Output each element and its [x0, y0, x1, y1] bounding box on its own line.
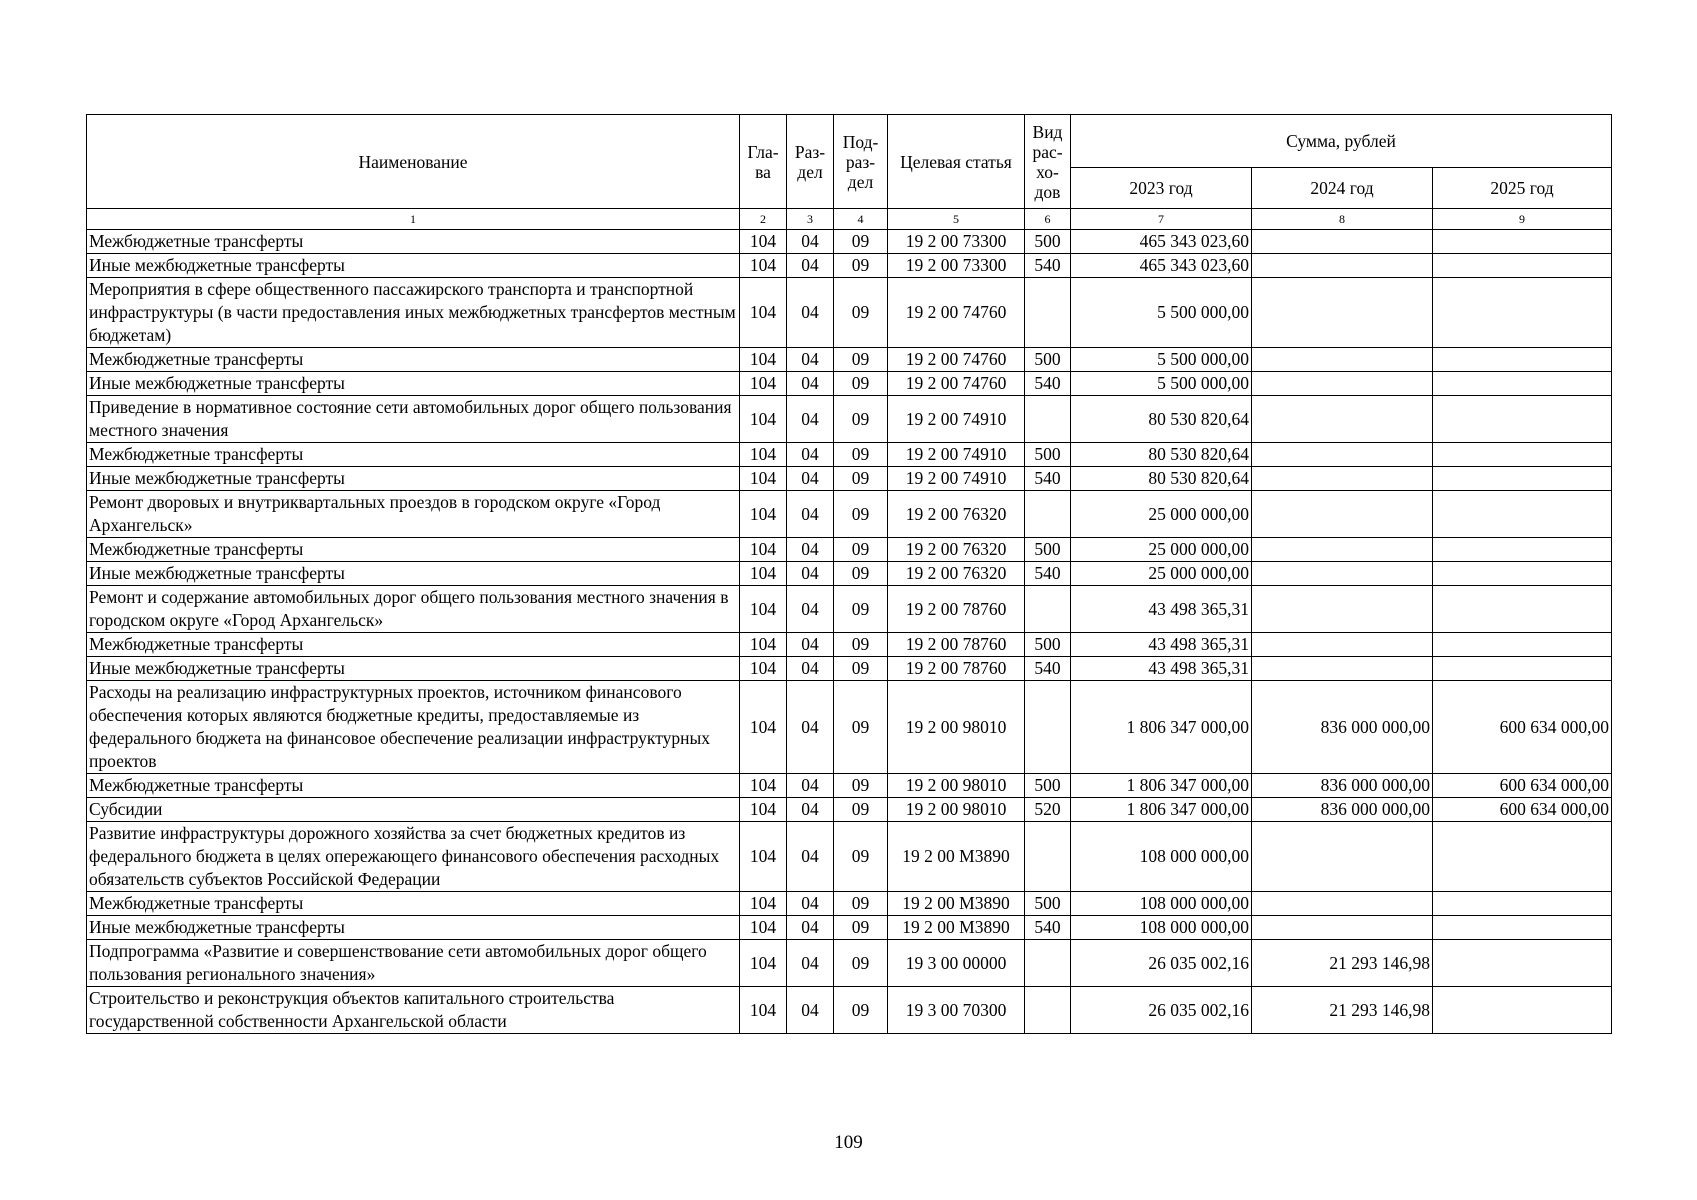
amount-2025-cell — [1433, 657, 1612, 681]
razdel-cell: 04 — [787, 798, 834, 822]
amount-2025-cell — [1433, 586, 1612, 633]
vid-rashodov-cell: 500 — [1025, 230, 1071, 254]
row-name-cell: Иные межбюджетные трансферты — [87, 916, 740, 940]
razdel-cell: 04 — [787, 987, 834, 1034]
celevaya-statya-cell: 19 2 00 98010 — [888, 798, 1025, 822]
table-row — [87, 467, 1612, 491]
amount-2023-cell: 5 500 000,00 — [1071, 278, 1252, 348]
table-row — [87, 633, 1612, 657]
amount-2025-cell — [1433, 467, 1612, 491]
amount-2023-cell: 43 498 365,31 — [1071, 586, 1252, 633]
amount-2024-cell — [1252, 633, 1433, 657]
amount-2023-cell: 1 806 347 000,00 — [1071, 774, 1252, 798]
table-row — [87, 916, 1612, 940]
podrazdel-cell: 09 — [834, 774, 888, 798]
razdel-cell: 04 — [787, 586, 834, 633]
vid-rashodov-cell — [1025, 987, 1071, 1034]
vid-rashodov-cell: 500 — [1025, 633, 1071, 657]
glava-cell: 104 — [740, 230, 787, 254]
amount-2023-cell: 5 500 000,00 — [1071, 348, 1252, 372]
column-numbers-row — [87, 209, 1612, 230]
row-name-cell: Иные межбюджетные трансферты — [87, 372, 740, 396]
column-number: 5 — [888, 209, 1025, 230]
amount-2024-cell: 21 293 146,98 — [1252, 987, 1433, 1034]
podrazdel-cell: 09 — [834, 254, 888, 278]
amount-2025-cell — [1433, 538, 1612, 562]
row-name-cell: Ремонт дворовых и внутриквартальных проездов в городском округе «Город Архангельск» — [87, 491, 740, 538]
razdel-cell: 04 — [787, 254, 834, 278]
header-celevaya-statya: Целевая статья — [888, 115, 1025, 209]
table-row — [87, 278, 1612, 348]
vid-rashodov-cell: 540 — [1025, 562, 1071, 586]
celevaya-statya-cell: 19 2 00 78760 — [888, 657, 1025, 681]
vid-rashodov-cell — [1025, 491, 1071, 538]
glava-cell: 104 — [740, 657, 787, 681]
glava-cell: 104 — [740, 372, 787, 396]
glava-cell: 104 — [740, 278, 787, 348]
glava-cell: 104 — [740, 443, 787, 467]
amount-2024-cell — [1252, 562, 1433, 586]
vid-rashodov-cell: 520 — [1025, 798, 1071, 822]
podrazdel-cell: 09 — [834, 443, 888, 467]
amount-2025-cell — [1433, 348, 1612, 372]
amount-2024-cell — [1252, 538, 1433, 562]
podrazdel-cell: 09 — [834, 798, 888, 822]
page-number: 109 — [834, 1132, 863, 1153]
table-row — [87, 491, 1612, 538]
amount-2025-cell — [1433, 562, 1612, 586]
amount-2025-cell — [1433, 278, 1612, 348]
column-number: 4 — [834, 209, 888, 230]
table-body — [87, 230, 1612, 1034]
vid-rashodov-cell: 540 — [1025, 254, 1071, 278]
amount-2024-cell: 836 000 000,00 — [1252, 774, 1433, 798]
celevaya-statya-cell: 19 2 00 74910 — [888, 467, 1025, 491]
razdel-cell: 04 — [787, 230, 834, 254]
row-name-cell: Иные межбюджетные трансферты — [87, 657, 740, 681]
row-name-cell: Расходы на реализацию инфраструктурных проектов, источником финансового обеспечения которых являются бюджетные кредиты, предоставляемые из федерального бюджета на финансовое обеспечение реализации инфраструктурных проектов — [87, 681, 740, 774]
podrazdel-cell: 09 — [834, 396, 888, 443]
vid-rashodov-cell: 500 — [1025, 443, 1071, 467]
column-number: 6 — [1025, 209, 1071, 230]
celevaya-statya-cell: 19 2 00 74760 — [888, 348, 1025, 372]
razdel-cell: 04 — [787, 633, 834, 657]
header-year-2023: 2023 год — [1071, 168, 1252, 209]
amount-2024-cell: 836 000 000,00 — [1252, 798, 1433, 822]
amount-2023-cell: 80 530 820,64 — [1071, 467, 1252, 491]
table-row — [87, 987, 1612, 1034]
celevaya-statya-cell: 19 2 00 74760 — [888, 278, 1025, 348]
celevaya-statya-cell: 19 2 00 74910 — [888, 443, 1025, 467]
razdel-cell: 04 — [787, 491, 834, 538]
podrazdel-cell: 09 — [834, 681, 888, 774]
row-name-cell: Межбюджетные трансферты — [87, 348, 740, 372]
row-name-cell: Развитие инфраструктуры дорожного хозяйства за счет бюджетных кредитов из федерального бюджета в целях опережающего финансового обеспечения расходных обязательств субъектов Российской Федерации — [87, 822, 740, 892]
table-row — [87, 940, 1612, 987]
vid-rashodov-cell — [1025, 681, 1071, 774]
amount-2023-cell: 80 530 820,64 — [1071, 396, 1252, 443]
celevaya-statya-cell: 19 2 00 74910 — [888, 396, 1025, 443]
amount-2024-cell: 836 000 000,00 — [1252, 681, 1433, 774]
razdel-cell: 04 — [787, 774, 834, 798]
razdel-cell: 04 — [787, 278, 834, 348]
razdel-cell: 04 — [787, 681, 834, 774]
razdel-cell: 04 — [787, 372, 834, 396]
podrazdel-cell: 09 — [834, 586, 888, 633]
amount-2023-cell: 465 343 023,60 — [1071, 254, 1252, 278]
amount-2024-cell: 21 293 146,98 — [1252, 940, 1433, 987]
vid-rashodov-cell — [1025, 586, 1071, 633]
celevaya-statya-cell: 19 2 00 M3890 — [888, 916, 1025, 940]
row-name-cell: Межбюджетные трансферты — [87, 443, 740, 467]
table-row — [87, 657, 1612, 681]
amount-2023-cell: 5 500 000,00 — [1071, 372, 1252, 396]
razdel-cell: 04 — [787, 348, 834, 372]
celevaya-statya-cell: 19 2 00 76320 — [888, 538, 1025, 562]
amount-2025-cell — [1433, 443, 1612, 467]
column-number: 1 — [87, 209, 740, 230]
row-name-cell: Межбюджетные трансферты — [87, 230, 740, 254]
glava-cell: 104 — [740, 538, 787, 562]
amount-2024-cell — [1252, 396, 1433, 443]
table-row — [87, 681, 1612, 774]
celevaya-statya-cell: 19 3 00 70300 — [888, 987, 1025, 1034]
row-name-cell: Иные межбюджетные трансферты — [87, 562, 740, 586]
podrazdel-cell: 09 — [834, 467, 888, 491]
amount-2024-cell — [1252, 822, 1433, 892]
header-razdel: Раз-дел — [787, 115, 834, 209]
amount-2023-cell: 1 806 347 000,00 — [1071, 681, 1252, 774]
table-row — [87, 822, 1612, 892]
row-name-cell: Субсидии — [87, 798, 740, 822]
celevaya-statya-cell: 19 3 00 00000 — [888, 940, 1025, 987]
amount-2025-cell — [1433, 396, 1612, 443]
vid-rashodov-cell — [1025, 396, 1071, 443]
glava-cell: 104 — [740, 822, 787, 892]
celevaya-statya-cell: 19 2 00 98010 — [888, 681, 1025, 774]
podrazdel-cell: 09 — [834, 348, 888, 372]
celevaya-statya-cell: 19 2 00 76320 — [888, 562, 1025, 586]
vid-rashodov-cell: 500 — [1025, 538, 1071, 562]
amount-2024-cell — [1252, 372, 1433, 396]
glava-cell: 104 — [740, 892, 787, 916]
glava-cell: 104 — [740, 348, 787, 372]
row-name-cell: Строительство и реконструкция объектов капитального строительства государственной собственности Архангельской области — [87, 987, 740, 1034]
vid-rashodov-cell: 500 — [1025, 348, 1071, 372]
podrazdel-cell: 09 — [834, 491, 888, 538]
amount-2023-cell: 26 035 002,16 — [1071, 987, 1252, 1034]
amount-2025-cell — [1433, 892, 1612, 916]
amount-2024-cell — [1252, 467, 1433, 491]
podrazdel-cell: 09 — [834, 916, 888, 940]
podrazdel-cell: 09 — [834, 538, 888, 562]
celevaya-statya-cell: 19 2 00 M3890 — [888, 822, 1025, 892]
podrazdel-cell: 09 — [834, 278, 888, 348]
amount-2023-cell: 26 035 002,16 — [1071, 940, 1252, 987]
header-name: Наименование — [87, 115, 740, 209]
podrazdel-cell: 09 — [834, 822, 888, 892]
header-summa: Сумма, рублей — [1071, 115, 1612, 168]
celevaya-statya-cell: 19 2 00 73300 — [888, 230, 1025, 254]
table-row — [87, 774, 1612, 798]
glava-cell: 104 — [740, 681, 787, 774]
column-number: 8 — [1252, 209, 1433, 230]
row-name-cell: Межбюджетные трансферты — [87, 774, 740, 798]
table-row — [87, 538, 1612, 562]
amount-2023-cell: 108 000 000,00 — [1071, 916, 1252, 940]
amount-2024-cell — [1252, 916, 1433, 940]
header-glava: Гла-ва — [740, 115, 787, 209]
amount-2025-cell: 600 634 000,00 — [1433, 681, 1612, 774]
amount-2025-cell — [1433, 987, 1612, 1034]
row-name-cell: Иные межбюджетные трансферты — [87, 467, 740, 491]
amount-2025-cell — [1433, 822, 1612, 892]
amount-2023-cell: 25 000 000,00 — [1071, 562, 1252, 586]
header-vid-rashodov: Вид рас-хо-дов — [1025, 115, 1071, 209]
table-row — [87, 562, 1612, 586]
razdel-cell: 04 — [787, 562, 834, 586]
table-row — [87, 798, 1612, 822]
vid-rashodov-cell: 540 — [1025, 372, 1071, 396]
amount-2025-cell — [1433, 230, 1612, 254]
amount-2023-cell: 25 000 000,00 — [1071, 491, 1252, 538]
amount-2024-cell — [1252, 892, 1433, 916]
amount-2025-cell — [1433, 254, 1612, 278]
row-name-cell: Мероприятия в сфере общественного пассажирского транспорта и транспортной инфраструктуры (в части предоставления иных межбюджетных трансфертов местным бюджетам) — [87, 278, 740, 348]
glava-cell: 104 — [740, 586, 787, 633]
razdel-cell: 04 — [787, 822, 834, 892]
amount-2024-cell — [1252, 491, 1433, 538]
podrazdel-cell: 09 — [834, 940, 888, 987]
celevaya-statya-cell: 19 2 00 98010 — [888, 774, 1025, 798]
table-row — [87, 372, 1612, 396]
table-row — [87, 396, 1612, 443]
razdel-cell: 04 — [787, 538, 834, 562]
razdel-cell: 04 — [787, 467, 834, 491]
glava-cell: 104 — [740, 916, 787, 940]
amount-2023-cell: 1 806 347 000,00 — [1071, 798, 1252, 822]
glava-cell: 104 — [740, 491, 787, 538]
glava-cell: 104 — [740, 987, 787, 1034]
budget-table — [86, 114, 1612, 1034]
amount-2025-cell — [1433, 633, 1612, 657]
table-row — [87, 348, 1612, 372]
row-name-cell: Межбюджетные трансферты — [87, 538, 740, 562]
glava-cell: 104 — [740, 774, 787, 798]
razdel-cell: 04 — [787, 657, 834, 681]
glava-cell: 104 — [740, 798, 787, 822]
razdel-cell: 04 — [787, 892, 834, 916]
header-year-2025: 2025 год — [1433, 168, 1612, 209]
podrazdel-cell: 09 — [834, 657, 888, 681]
celevaya-statya-cell: 19 2 00 74760 — [888, 372, 1025, 396]
glava-cell: 104 — [740, 633, 787, 657]
row-name-cell: Подпрограмма «Развитие и совершенствование сети автомобильных дорог общего пользования регионального значения» — [87, 940, 740, 987]
podrazdel-cell: 09 — [834, 230, 888, 254]
amount-2024-cell — [1252, 254, 1433, 278]
glava-cell: 104 — [740, 396, 787, 443]
podrazdel-cell: 09 — [834, 372, 888, 396]
column-number: 7 — [1071, 209, 1252, 230]
column-number: 3 — [787, 209, 834, 230]
amount-2023-cell: 108 000 000,00 — [1071, 892, 1252, 916]
table-row — [87, 892, 1612, 916]
row-name-cell: Ремонт и содержание автомобильных дорог общего пользования местного значения в городском округе «Город Архангельск» — [87, 586, 740, 633]
glava-cell: 104 — [740, 562, 787, 586]
razdel-cell: 04 — [787, 940, 834, 987]
celevaya-statya-cell: 19 2 00 76320 — [888, 491, 1025, 538]
table-row — [87, 230, 1612, 254]
amount-2023-cell: 43 498 365,31 — [1071, 657, 1252, 681]
amount-2025-cell — [1433, 372, 1612, 396]
razdel-cell: 04 — [787, 443, 834, 467]
podrazdel-cell: 09 — [834, 987, 888, 1034]
razdel-cell: 04 — [787, 396, 834, 443]
podrazdel-cell: 09 — [834, 892, 888, 916]
vid-rashodov-cell: 540 — [1025, 467, 1071, 491]
amount-2024-cell — [1252, 443, 1433, 467]
amount-2025-cell — [1433, 940, 1612, 987]
vid-rashodov-cell — [1025, 278, 1071, 348]
table-row — [87, 586, 1612, 633]
podrazdel-cell: 09 — [834, 562, 888, 586]
column-number: 2 — [740, 209, 787, 230]
amount-2025-cell: 600 634 000,00 — [1433, 774, 1612, 798]
razdel-cell: 04 — [787, 916, 834, 940]
amount-2025-cell — [1433, 916, 1612, 940]
amount-2024-cell — [1252, 278, 1433, 348]
celevaya-statya-cell: 19 2 00 78760 — [888, 633, 1025, 657]
row-name-cell: Межбюджетные трансферты — [87, 892, 740, 916]
vid-rashodov-cell — [1025, 940, 1071, 987]
amount-2023-cell: 43 498 365,31 — [1071, 633, 1252, 657]
table-row — [87, 254, 1612, 278]
row-name-cell: Приведение в нормативное состояние сети автомобильных дорог общего пользования местного значения — [87, 396, 740, 443]
amount-2025-cell: 600 634 000,00 — [1433, 798, 1612, 822]
amount-2023-cell: 465 343 023,60 — [1071, 230, 1252, 254]
row-name-cell: Межбюджетные трансферты — [87, 633, 740, 657]
celevaya-statya-cell: 19 2 00 78760 — [888, 586, 1025, 633]
glava-cell: 104 — [740, 254, 787, 278]
vid-rashodov-cell — [1025, 822, 1071, 892]
celevaya-statya-cell: 19 2 00 73300 — [888, 254, 1025, 278]
amount-2024-cell — [1252, 348, 1433, 372]
celevaya-statya-cell: 19 2 00 M3890 — [888, 892, 1025, 916]
column-number: 9 — [1433, 209, 1612, 230]
vid-rashodov-cell: 500 — [1025, 892, 1071, 916]
table-row — [87, 443, 1612, 467]
vid-rashodov-cell: 500 — [1025, 774, 1071, 798]
header-year-2024: 2024 год — [1252, 168, 1433, 209]
header-podrazdel: Под-раз-дел — [834, 115, 888, 209]
glava-cell: 104 — [740, 940, 787, 987]
amount-2024-cell — [1252, 230, 1433, 254]
amount-2024-cell — [1252, 657, 1433, 681]
amount-2024-cell — [1252, 586, 1433, 633]
podrazdel-cell: 09 — [834, 633, 888, 657]
amount-2025-cell — [1433, 491, 1612, 538]
vid-rashodov-cell: 540 — [1025, 657, 1071, 681]
amount-2023-cell: 108 000 000,00 — [1071, 822, 1252, 892]
vid-rashodov-cell: 540 — [1025, 916, 1071, 940]
amount-2023-cell: 25 000 000,00 — [1071, 538, 1252, 562]
glava-cell: 104 — [740, 467, 787, 491]
row-name-cell: Иные межбюджетные трансферты — [87, 254, 740, 278]
amount-2023-cell: 80 530 820,64 — [1071, 443, 1252, 467]
